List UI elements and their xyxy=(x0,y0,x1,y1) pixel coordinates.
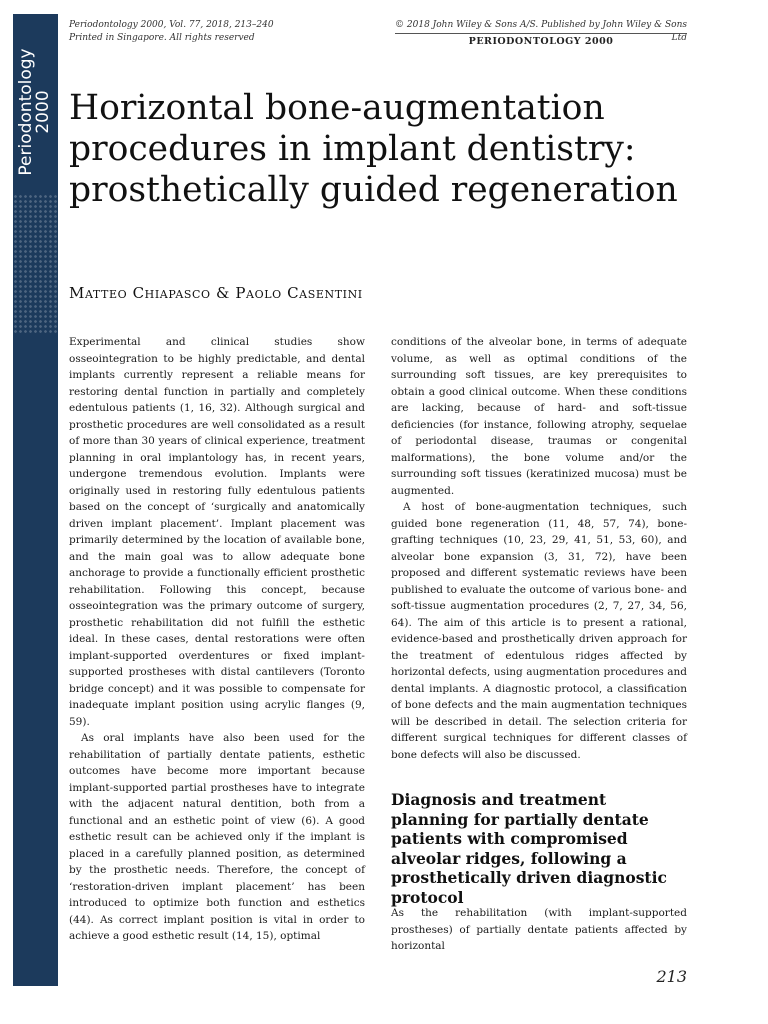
section-heading: Diagnosis and treatment planning for partially dentate patients with compromised alveolar ridges, following a prosthetically driven diagnostic protocol xyxy=(391,790,667,907)
right-column xyxy=(391,334,687,763)
sidebar-journal-label xyxy=(18,48,52,175)
sidebar-label-line2: 2000 xyxy=(33,90,53,134)
article-authors: Matteo Chiapasco & Paolo Casentini xyxy=(69,284,363,302)
left-column xyxy=(69,334,365,945)
paragraph: Experimental and clinical studies show osseointegration to be highly predictable, and dental implants currently represent a reliable means for restoring dental function in partially and completely edentulous patients (1, 16, 32). Although surgical and prosthetic procedures are well consolidated as a result of more than 30 years of clinical experience, treatment planning in oral implantology has, in recent years, undergone tremendous evolution. Implants were originally used in restoring fully edentulous patients based on the concept of ‘surgically and anatomically driven implant placement’. Implant placement was primarily determined by the location of available bone, and the main goal was to allow adequate bone anchorage to provide a functionally efficient prosthetic rehabilitation. Following this concept, because osseointegration was the primary outcome of surgery, prosthetic rehabilitation did not fulfill the esthetic ideal. In these cases, dental restorations were often implant-supported overdentures or fixed implant-supported prostheses with distal cantilevers (Toronto bridge concept) and it was possible to compensate for inadequate implant position using acrylic flanges (9, 59). xyxy=(69,336,365,728)
page-number: 213 xyxy=(656,967,687,986)
paragraph: As oral implants have also been used for the rehabilitation of partially dentate patients, esthetic outcomes have become more important because implant-supported partial prostheses have to integrate with the adjacent natural dentition, both from a functional and an esthetic point of view (6). A good esthetic result can be achieved only if the implant is placed in a carefully planned position, as determined by the prosthetic needs. Therefore, the concept of ‘restoration-driven implant placement’ has been introduced to optimize both function and esthetics (44). As correct implant position is vital in order to achieve a good esthetic result (14, 15), optimal xyxy=(69,732,365,942)
paragraph: conditions of the alveolar bone, in terms of adequate volume, as well as optimal conditions of the surrounding soft tissues, are key prerequisites to obtain a good clinical outcome. When these conditions are lacking, because of hard- and soft-tissue deficiencies (for instance, following atrophy, sequelae of periodontal disease, traumas or congenital malformations), the bone volume and/or the surrounding soft tissues (keratinized mucosa) must be augmented. xyxy=(391,336,687,497)
header-citation-line2: Printed in Singapore. All rights reserved xyxy=(69,33,255,43)
header-copyright: © 2018 John Wiley & Sons A/S. Published by John Wiley & Sons Ltd xyxy=(395,20,687,43)
section-paragraph: As the rehabilitation (with implant-supported prostheses) of partially dentate patients affected by horizontal xyxy=(391,907,687,952)
header-citation xyxy=(69,19,274,45)
sidebar-label-line1: Periodontology xyxy=(16,48,36,176)
header-citation-line1: Periodontology 2000, Vol. 77, 2018, 213–240 xyxy=(69,20,274,30)
header-journal-name: PERIODONTOLOGY 2000 xyxy=(468,36,614,47)
article-title: Horizontal bone-augmentation procedures in implant dentistry: prosthetically guided regeneration xyxy=(69,88,678,210)
paragraph: A host of bone-augmentation techniques, such guided bone regeneration (11, 48, 57, 74), bone-grafting techniques (10, 23, 29, 41, 51, 53, 60), and alveolar bone expansion (3, 31, 72), have been proposed and different systematic reviews have been published to evaluate the outcome of various bone- and soft-tissue augmentation procedures (2, 7, 27, 34, 56, 64). The aim of this article is to present a rational, evidence-based and prosthetically driven approach for the treatment of edentulous ridges affected by horizontal defects, using augmentation procedures and dental implants. A diagnostic protocol, a classification of bone defects and the main augmentation techniques will be described in detail. The selection criteria for different surgical techniques for different classes of bone defects will also be discussed. xyxy=(391,501,687,761)
header-rule xyxy=(395,33,687,34)
sidebar-pattern xyxy=(13,194,58,334)
journal-sidebar xyxy=(13,14,58,986)
